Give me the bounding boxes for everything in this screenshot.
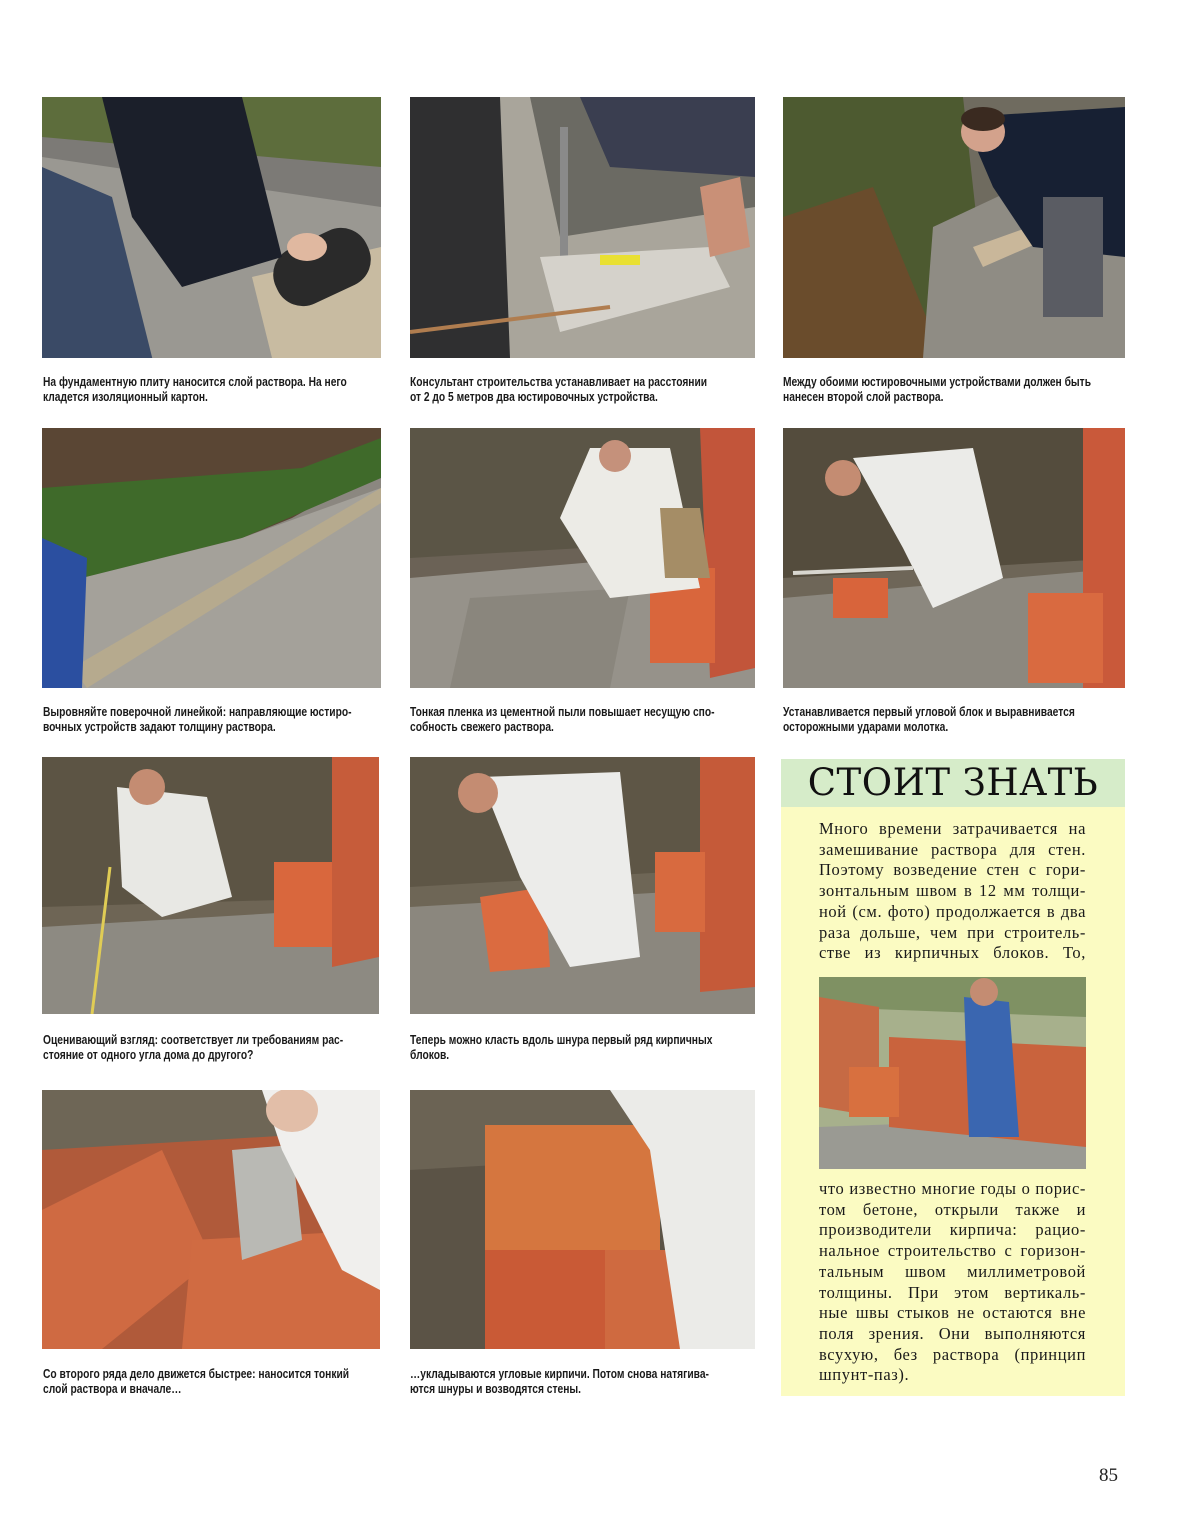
- caption-line: Выровняйте поверочной линейкой: направляющие юстиро-: [43, 705, 352, 719]
- info-line: раза дольше, чем при строитель-: [819, 922, 1086, 942]
- info-line: всухую, без раствора (принцип: [819, 1344, 1086, 1364]
- info-line: толщины. При этом вертикаль-: [819, 1282, 1086, 1302]
- info-line: зонтальным швом в 12 мм толщи-: [819, 881, 1086, 901]
- photo-corner-block: [783, 428, 1125, 688]
- info-box: [781, 759, 1125, 1396]
- caption-line: нанесен второй слой раствора.: [783, 390, 944, 404]
- caption-line: На фундаментную плиту наносится слой раствора. На него: [43, 375, 347, 389]
- caption-corner-bricks: [410, 1367, 709, 1397]
- info-line: производители кирпича: рацио-: [819, 1220, 1086, 1240]
- info-line: тальным швом миллиметровой: [819, 1261, 1086, 1281]
- caption-first-row: [410, 1033, 712, 1063]
- caption-line: Устанавливается первый угловой блок и выравнивается: [783, 705, 1075, 719]
- caption-measuring-distance: [43, 1033, 343, 1063]
- caption-line: осторожными ударами молотка.: [783, 720, 949, 734]
- info-line: поля зрения. Они выполняются: [819, 1323, 1086, 1343]
- caption-line: кладется изоляционный картон.: [43, 390, 208, 404]
- caption-line: вочных устройств задают толщину раствора.: [43, 720, 276, 734]
- caption-line: …укладываются угловые кирпичи. Потом снова натягива-: [410, 1367, 709, 1381]
- caption-line: слой раствора и вначале…: [43, 1382, 182, 1396]
- caption-line: Между обоими юстировочными устройствами должен быть: [783, 375, 1092, 389]
- info-box-text-top: [819, 819, 1086, 964]
- info-line: нальное строительство с горизон-: [819, 1241, 1086, 1261]
- caption-thin-mortar: [43, 1367, 349, 1397]
- info-box-title: СТОИТ ЗНАТЬ: [781, 759, 1125, 807]
- caption-line: Тонкая пленка из цементной пыли повышает несущую спо-: [410, 705, 715, 719]
- page-number: 85: [1099, 1465, 1118, 1486]
- info-line: ной (см. фото) продолжается в два: [819, 901, 1086, 921]
- caption-line: Теперь можно класть вдоль шнура первый ряд кирпичных: [410, 1033, 713, 1047]
- info-line: что известно многие годы о порис-: [819, 1179, 1086, 1198]
- photo-roll-insulation: [42, 97, 381, 358]
- info-line: Поэтому возведение стен с гори-: [819, 860, 1086, 880]
- caption-line: собность свежего раствора.: [410, 720, 554, 734]
- info-line: шпунт-паз).: [819, 1365, 910, 1385]
- caption-straightedge: [43, 705, 352, 735]
- photo-straightedge: [42, 428, 381, 688]
- caption-line: Оценивающий взгляд: соответствует ли требованиям рас-: [43, 1033, 344, 1047]
- photo-second-mortar-layer: [783, 97, 1125, 358]
- caption-roll-insulation: [43, 375, 347, 405]
- caption-line: Консультант строительства устанавливает на расстоянии: [410, 375, 708, 389]
- photo-first-row: [410, 757, 755, 1014]
- info-line: Много времени затрачивается на: [819, 819, 1086, 838]
- caption-corner-block: [783, 705, 1075, 735]
- caption-second-mortar-layer: [783, 375, 1091, 405]
- caption-line: стояние от одного угла дома до другого?: [43, 1048, 254, 1062]
- caption-line: Со второго ряда дело движется быстрее: наносится тонкий: [43, 1367, 350, 1381]
- photo-measuring-distance: [42, 757, 379, 1014]
- photo-leveling-devices: [410, 97, 755, 358]
- caption-line: ются шнуры и возводятся стены.: [410, 1382, 582, 1396]
- caption-cement-dust: [410, 705, 715, 735]
- info-line: стве из кирпичных блоков. То,: [819, 943, 1086, 963]
- photo-corner-bricks: [410, 1090, 755, 1349]
- photo-thin-mortar: [42, 1090, 380, 1349]
- caption-line: блоков.: [410, 1048, 450, 1062]
- info-line: ные швы стыков не остаются вне: [819, 1303, 1086, 1323]
- photo-brick-wall: [819, 977, 1086, 1169]
- photo-cement-dust: [410, 428, 755, 688]
- info-line: замешивание раствора для стен.: [819, 839, 1086, 859]
- info-box-text-bottom: [819, 1179, 1086, 1386]
- info-line: том бетоне, открыли также и: [819, 1199, 1086, 1219]
- caption-line: от 2 до 5 метров два юстировочных устройства.: [410, 390, 658, 404]
- caption-leveling-devices: [410, 375, 707, 405]
